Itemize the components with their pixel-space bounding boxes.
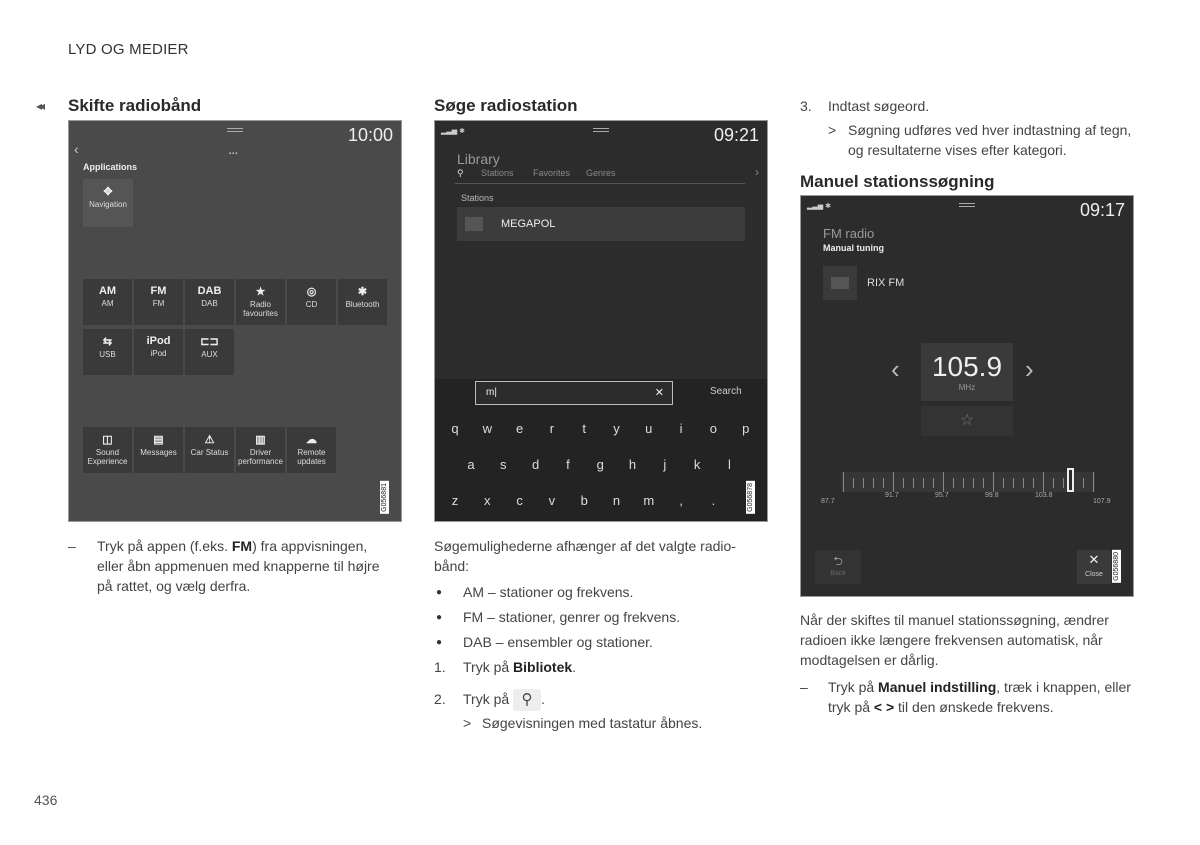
app-tile[interactable] xyxy=(134,427,183,473)
keyboard-key[interactable]: w xyxy=(482,421,492,436)
frequency-value: 105.9 xyxy=(931,351,1003,382)
step1-text: Tryk på Bibliotek. xyxy=(463,659,577,675)
keyboard-key[interactable]: s xyxy=(500,457,507,472)
clock: 10:00 xyxy=(347,125,393,145)
col1-instruction: Tryk på appen (f.eks. FM) fra appvisningen, eller åbn appmenuen med knapperne til højre på rattet, og vælg derfra. xyxy=(97,538,380,594)
app-tile[interactable] xyxy=(287,427,336,473)
app-tile-label: Messages xyxy=(140,448,177,457)
col2-intro: Søgemulighederne afhænger af det valgte radio-bånd: xyxy=(434,538,736,574)
keyboard-key[interactable]: e xyxy=(515,421,524,436)
app-tile[interactable] xyxy=(134,279,183,325)
scale-tick xyxy=(883,478,884,488)
fm-radio-title: FM radio xyxy=(823,226,875,241)
step2-number: 2. xyxy=(434,691,446,707)
scale-tick xyxy=(993,472,994,492)
clear-icon[interactable]: ✕ xyxy=(654,387,664,399)
back-icon: ⮌ xyxy=(833,554,843,568)
keyboard-key[interactable]: p xyxy=(742,421,750,436)
keyboard-key[interactable]: b xyxy=(580,493,588,508)
scale-label: 95.7 xyxy=(935,492,949,499)
scale-tick xyxy=(1053,478,1054,488)
keyboard-key[interactable]: u xyxy=(645,421,653,436)
keyboard-key[interactable]: y xyxy=(613,421,620,436)
scale-tick xyxy=(1013,478,1014,488)
search-icon: ⚲ xyxy=(513,689,541,711)
app-tile[interactable] xyxy=(236,427,285,473)
app-tile-icon: ★ xyxy=(255,286,266,298)
app-tile-label: Remote updates xyxy=(297,448,326,466)
app-tile-icon: FM xyxy=(150,285,167,297)
status-bar xyxy=(801,196,1133,222)
step2-text: Tryk på ⚲ . xyxy=(463,689,545,711)
screen-manual-tuning xyxy=(800,195,1134,597)
keyboard-key[interactable]: o xyxy=(709,421,717,436)
frequency-box xyxy=(921,343,1013,401)
keyboard-key[interactable]: i xyxy=(679,421,683,436)
bullet-am: AM – stationer og frekvens. xyxy=(463,584,634,600)
app-tile[interactable] xyxy=(83,427,132,473)
app-tile[interactable] xyxy=(338,279,387,325)
keyboard-key[interactable]: l xyxy=(727,457,731,472)
drag-handle-icon[interactable] xyxy=(959,203,975,207)
app-tile-label: Driver performance xyxy=(238,448,283,466)
dash-marker: – xyxy=(800,679,808,695)
step3-result-marker: > xyxy=(828,122,837,138)
step2-result-marker: > xyxy=(463,715,472,731)
tune-up-button[interactable]: › xyxy=(1025,354,1034,384)
manual-tuning-label: Manual tuning xyxy=(823,243,884,253)
tune-down-button[interactable]: ‹ xyxy=(891,354,900,384)
scale-tick xyxy=(1093,472,1094,492)
keyboard-key[interactable]: j xyxy=(663,457,667,472)
app-tile[interactable] xyxy=(287,279,336,325)
app-tile-label: CD xyxy=(305,300,318,309)
app-tile[interactable] xyxy=(236,279,285,325)
scale-tick xyxy=(973,478,974,488)
tab-genres[interactable]: Genres xyxy=(586,168,616,178)
page-number: 436 xyxy=(34,792,58,808)
page-header: LYD OG MEDIER xyxy=(68,41,189,58)
app-tile-icon: ▥ xyxy=(255,434,266,446)
keyboard-key[interactable]: z xyxy=(451,493,459,508)
navigation-tile[interactable]: ✥ Navigation xyxy=(83,179,133,227)
favourite-star-icon[interactable]: ☆ xyxy=(921,406,1013,436)
app-tile-label: FM xyxy=(152,299,165,308)
drag-handle-icon[interactable] xyxy=(227,128,243,132)
scale-label: 107.9 xyxy=(1093,498,1111,505)
tab-favorites[interactable]: Favorites xyxy=(533,168,571,178)
clock: 09:21 xyxy=(713,125,759,145)
stations-section-label: Stations xyxy=(461,193,494,203)
image-code: G056880 xyxy=(1113,552,1120,581)
step3-number: 3. xyxy=(800,98,812,114)
scale-tick xyxy=(893,472,894,492)
app-tile-label: Radio favourites xyxy=(243,300,278,318)
app-tile-label: Car Status xyxy=(190,448,229,457)
scale-tick xyxy=(873,478,874,488)
station-logo xyxy=(823,266,857,300)
scale-tick xyxy=(903,478,904,488)
scale-tick xyxy=(953,478,954,488)
dash-marker: – xyxy=(68,538,76,554)
app-tile-label: AM xyxy=(101,299,114,308)
result-row[interactable] xyxy=(457,207,745,241)
signal-icon: ▂▃▅ ✱ xyxy=(441,128,465,135)
scale-tick xyxy=(1003,478,1004,488)
status-bar xyxy=(69,121,401,147)
scale-tick xyxy=(963,478,964,488)
app-tile-label: iPod xyxy=(150,349,167,358)
scale-tick xyxy=(1023,478,1024,488)
app-tile-label: USB xyxy=(99,350,116,359)
tuning-scale-track[interactable] xyxy=(841,472,1095,492)
keyboard-key[interactable]: k xyxy=(693,457,701,472)
app-tile-icon: DAB xyxy=(197,285,222,297)
scale-tick xyxy=(1063,478,1064,488)
compass-icon: ✥ xyxy=(103,186,113,198)
radio-station-icon xyxy=(831,277,849,289)
bullet-fm: FM – stationer, genrer og frekvens. xyxy=(463,609,681,625)
keyboard-key[interactable]: n xyxy=(612,493,621,508)
keyboard-key[interactable]: a xyxy=(467,457,475,472)
scale-label: 99.8 xyxy=(985,492,999,499)
station-name: RIX FM xyxy=(867,277,905,289)
scale-tick xyxy=(863,478,864,488)
scale-tick xyxy=(983,478,984,488)
col3-instruction: Tryk på Manuel indstilling, træk i knappen, eller tryk på < > til den ønskede frekvens. xyxy=(828,679,1131,715)
keyboard-key[interactable]: q xyxy=(451,421,459,436)
app-tile[interactable] xyxy=(185,279,234,325)
scale-tick xyxy=(1043,472,1044,492)
app-tile-icon: ⚠ xyxy=(204,434,215,446)
scale-tick xyxy=(1033,478,1034,488)
keyboard-key[interactable]: x xyxy=(484,493,491,508)
app-tile-icon: ◫ xyxy=(102,434,113,446)
step2-result: Søgevisningen med tastatur åbnes. xyxy=(482,715,703,731)
tabs-next-icon[interactable]: › xyxy=(755,165,759,179)
app-tile-icon: ⊏⊐ xyxy=(200,336,219,348)
scale-tick xyxy=(923,478,924,488)
section-label: Applications xyxy=(83,162,138,172)
scale-tick xyxy=(913,478,914,488)
bullet-marker: ● xyxy=(436,612,443,623)
app-tile-icon: AM xyxy=(98,285,117,297)
scale-label: 87.7 xyxy=(821,498,835,505)
app-tile-icon: iPod xyxy=(146,335,171,347)
app-tile-label: Sound Experience xyxy=(87,448,128,466)
keyboard-key[interactable]: . xyxy=(711,493,716,508)
step1-number: 1. xyxy=(434,659,446,675)
app-tile[interactable] xyxy=(83,279,132,325)
app-tile-icon: ▤ xyxy=(153,434,164,446)
back-button[interactable]: ⮌ Back xyxy=(815,550,861,584)
keyboard-key[interactable]: g xyxy=(596,457,604,472)
heading-skifte-radiobaand: Skifte radiobånd xyxy=(68,96,202,115)
app-tile[interactable] xyxy=(185,329,234,375)
back-chevron-icon[interactable]: ‹ xyxy=(74,141,79,157)
scale-label: 103.8 xyxy=(1035,492,1053,499)
tuning-knob[interactable] xyxy=(1067,468,1074,492)
bullet-marker: ● xyxy=(436,587,443,598)
tabs-divider xyxy=(455,183,745,184)
app-tile[interactable] xyxy=(185,427,234,473)
app-tile-icon: ✱ xyxy=(357,286,368,298)
bullet-dab: DAB – ensembler og stationer. xyxy=(463,634,653,650)
heading-manuel-stationssoegning: Manuel stationssøgning xyxy=(800,172,995,191)
step3-result: Søgning udføres ved hver indtastning af tegn, og resultaterne vises efter kategori. xyxy=(848,122,1132,158)
clock: 09:17 xyxy=(1079,200,1125,220)
result-name: MEGAPOL xyxy=(501,218,556,230)
col3-paragraph: Når der skiftes til manuel stationssøgning, ændrer radioen ikke længere frekvensen automatisk, når modtagelsen er dårlig. xyxy=(800,612,1109,668)
keyboard-key[interactable]: , xyxy=(679,493,683,508)
app-tile[interactable] xyxy=(134,329,183,375)
keyboard-key[interactable]: m xyxy=(643,493,655,508)
keyboard-key[interactable]: d xyxy=(531,457,540,472)
image-code: G056878 xyxy=(747,483,754,512)
status-bar xyxy=(435,121,767,147)
scale-tick xyxy=(843,472,844,492)
app-tile-icon: ⇆ xyxy=(102,336,113,348)
library-title: Library xyxy=(457,151,500,167)
signal-icon: ▂▃▅ ✱ xyxy=(807,203,831,210)
keyboard-key[interactable]: t xyxy=(582,421,586,436)
heading-soege-radiostation: Søge radiostation xyxy=(434,96,578,115)
step3-text: Indtast søgeord. xyxy=(828,98,930,114)
screen-search-view xyxy=(434,120,768,522)
scale-tick xyxy=(853,478,854,488)
app-tile-label: DAB xyxy=(201,299,218,308)
frequency-unit: MHz xyxy=(958,383,976,392)
app-tile-label: Bluetooth xyxy=(345,300,380,309)
keyboard-key[interactable]: f xyxy=(566,457,570,472)
scale-tick xyxy=(1083,478,1084,488)
app-tile[interactable] xyxy=(83,329,132,375)
app-tile-icon: ◎ xyxy=(306,286,317,298)
back-arrow-icon[interactable]: ◂◂ xyxy=(36,99,43,113)
image-code: G056881 xyxy=(381,483,388,512)
scale-tick xyxy=(943,472,944,492)
app-tile-icon: ☁ xyxy=(306,434,317,446)
keyboard-key[interactable]: r xyxy=(549,421,555,436)
close-button[interactable]: ✕ Close xyxy=(1077,550,1111,584)
search-input[interactable]: m| ✕ xyxy=(475,381,673,405)
keyboard-key[interactable]: v xyxy=(548,493,556,508)
app-tile-label: AUX xyxy=(201,350,218,359)
radio-station-icon xyxy=(465,217,483,231)
close-icon: ✕ xyxy=(1088,552,1100,567)
scale-label: 91.7 xyxy=(885,492,899,499)
screen-app-view xyxy=(68,120,402,522)
search-icon[interactable]: ⚲ xyxy=(457,168,464,178)
page-dots: ▪▪▪ xyxy=(229,151,239,157)
scale-tick xyxy=(933,478,934,488)
bullet-marker: ● xyxy=(436,637,443,648)
keyboard-key[interactable]: c xyxy=(516,493,523,508)
tab-stations[interactable]: Stations xyxy=(481,168,514,178)
keyboard-key[interactable]: h xyxy=(628,457,637,472)
drag-handle-icon[interactable] xyxy=(593,128,609,132)
search-button[interactable]: Search xyxy=(710,386,742,397)
